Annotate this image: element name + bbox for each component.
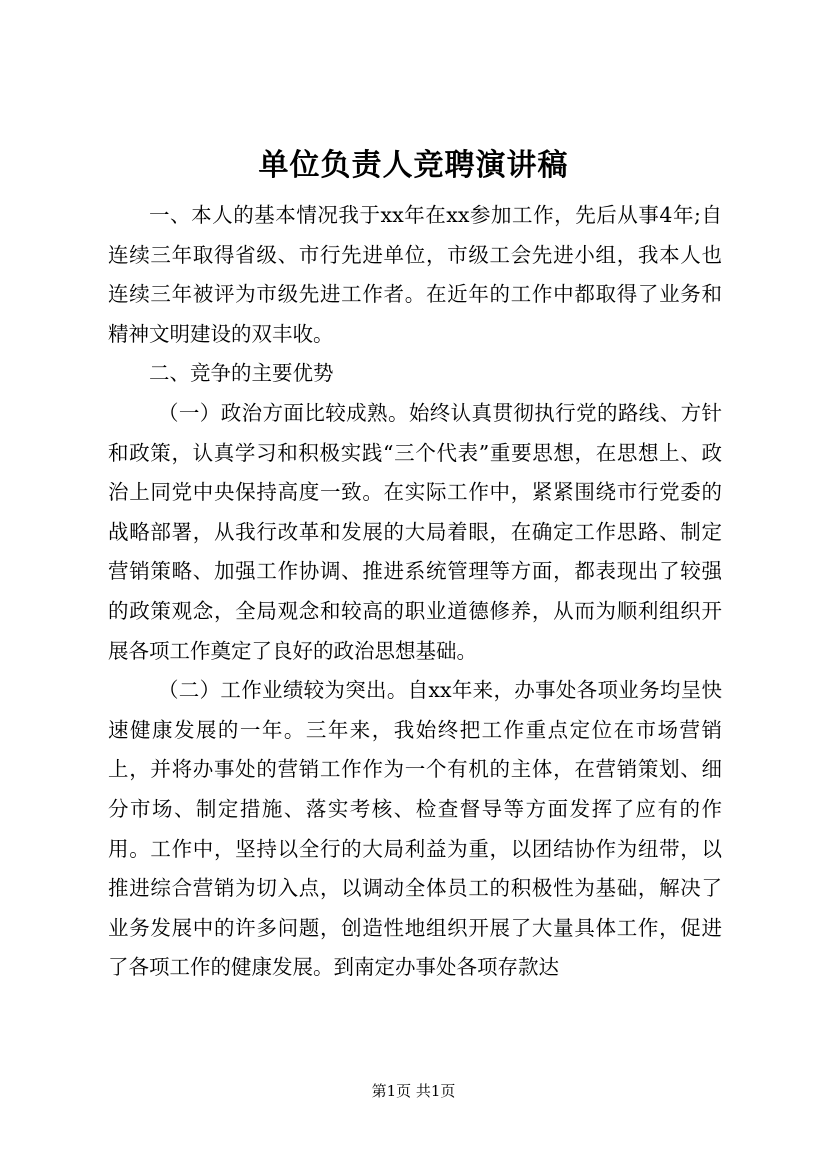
paragraph-section-heading: 二、竞争的主要优势: [149, 361, 334, 386]
document-body: [108, 196, 722, 988]
paragraph-performance: （二）工作业绩较为突出。自xx年来，办事处各项业务均呈快速健康发展的一年。三年来，我始终把工作重点定位在市场营销上，并将办事处的营销工作作为一个有机的主体，在营销策划、细分市场、制定措施、落实考核、检查督导等方面发挥了应有的作用。工作中，坚持以全行的大局利益为重，以团结协作为纽带，以推进综合营销为切入点，以调动全体员工的积极性为基础，解决了业务发展中的许多问题，创造性地组织开展了大量具体工作，促进了各项工作的健康发展。到南定办事处各项存款达: [108, 678, 722, 980]
paragraph-political: （一）政治方面比较成熟。始终认真贯彻执行党的路线、方针和政策，认真学习和积极实践“三个代表”重要思想，在思想上、政治上同党中央保持高度一致。在实际工作中，紧紧围绕市行党委的战略部署，从我行改革和发展的大局着眼，在确定工作思路、制定营销策略、加强工作协调、推进系统管理等方面，都表现出了较强的政策观念，全局观念和较高的职业道德修养，从而为顺利组织开展各项工作奠定了良好的政治思想基础。: [108, 400, 722, 663]
page-footer: 第1页 共1页: [371, 1082, 456, 1100]
document-title: 单位负责人竞聘演讲稿: [258, 148, 569, 183]
paragraph-basic-info: 一、本人的基本情况我于xx年在xx参加工作，先后从事4年;自连续三年取得省级、市行先进单位，市级工会先进小组，我本人也连续三年被评为市级先进工作者。在近年的工作中都取得了业务和精神文明建设的双丰收。: [108, 203, 722, 346]
